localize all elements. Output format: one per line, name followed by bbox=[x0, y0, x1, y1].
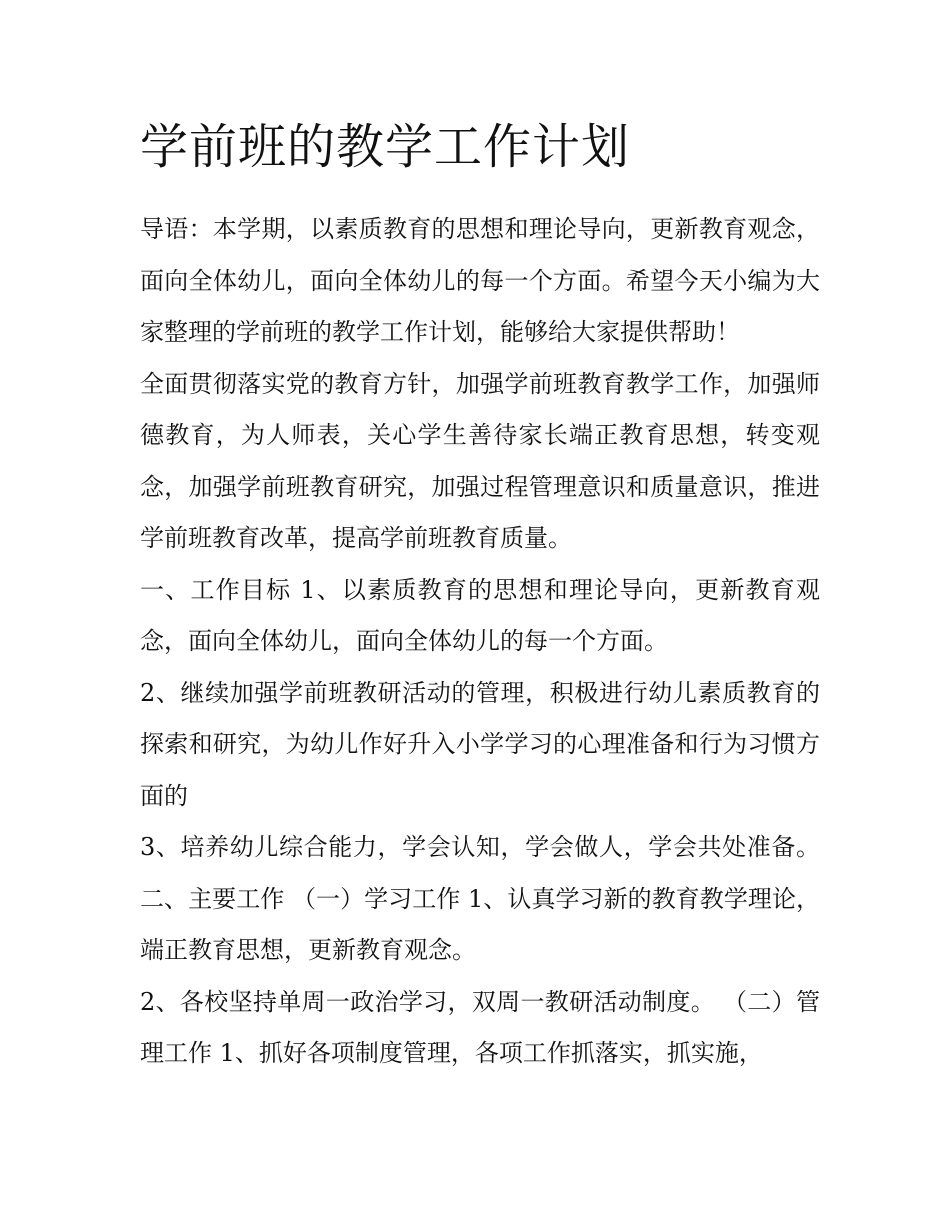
document-body bbox=[140, 112, 820, 1080]
paragraph-goal-2: 2、继续加强学前班教研活动的管理，积极进行幼儿素质教育的探索和研究，为幼儿作好升入小学学习的心理准备和行为习惯方面的 bbox=[140, 678, 820, 810]
document-title: 学前班的教学工作计划 bbox=[140, 119, 631, 175]
paragraph-goal-3: 3、培养幼儿综合能力，学会认知，学会做人，学会共处准备。 二、主要工作 （一）学习工作 1、认真学习新的教育教学理论，端正教育思想，更新教育观念。 bbox=[140, 833, 820, 964]
paragraph-intro: 导语：本学期，以素质教育的思想和理论导向，更新教育观念，面向全体幼儿，面向全体幼儿的每一个方面。希望今天小编为大家整理的学前班的教学工作计划，能够给大家提供帮助！ bbox=[140, 215, 820, 346]
paragraph-work-2: 2、各校坚持单周一政治学习，双周一教研活动制度。 （二）管理工作 1、抓好各项制度管理，各项工作抓落实，抓实施， bbox=[140, 987, 820, 1067]
paragraph-goal-1: 一、工作目标 1、以素质教育的思想和理论导向，更新教育观念，面向全体幼儿，面向全体幼儿的每一个方面。 bbox=[140, 575, 820, 655]
paragraph-policy: 全面贯彻落实党的教育方针，加强学前班教育教学工作，加强师德教育，为人师表，关心学生善待家长端正教育思想，转变观念，加强学前班教育研究，加强过程管理意识和质量意识，推进学前班教育改革，提高学前班教育质量。 bbox=[140, 369, 820, 552]
